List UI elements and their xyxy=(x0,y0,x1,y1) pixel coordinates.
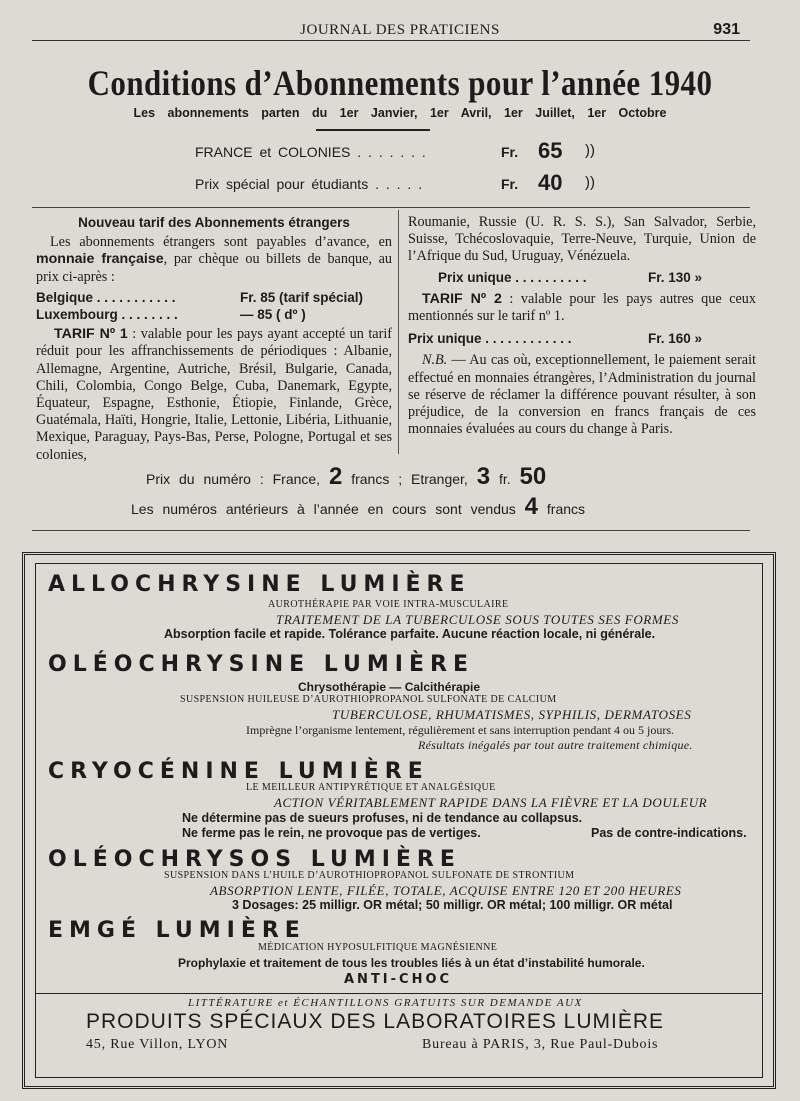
luxembourg-row xyxy=(36,306,392,323)
prix-unique-row-2 xyxy=(408,330,756,347)
product-result: Résultats inégalés par tout autre traitement chimique. xyxy=(418,738,693,752)
etranger-cents: 50 xyxy=(519,463,547,490)
foreign-rates-column xyxy=(36,214,392,464)
price-line-france xyxy=(195,138,615,166)
product-benefit: Prophylaxie et traitement de tous les troubles liés à un état d’instabilité humorale. xyxy=(178,956,645,970)
product-benefit: Ne détermine pas de sueurs profuses, ni de tendance au collapsus. xyxy=(182,811,583,825)
back-issues-label: Les numéros antérieurs à l’année en cours sont vendus xyxy=(131,501,516,517)
product-subtitle: LE MEILLEUR ANTIPYRÉTIQUE ET ANALGÉSIQUE xyxy=(246,782,496,793)
price-amount: 65 xyxy=(538,138,563,163)
product-description: Imprègne l’organisme lentement, régulièrement et sans interruption pendant 4 ou 5 jours. xyxy=(246,723,674,737)
product-subtitle: AUROTHÉRAPIE PAR VOIE INTRA-MUSCULAIRE xyxy=(268,599,509,610)
anti-choc-label: ANTI-CHOC xyxy=(344,972,453,987)
footer-samples-note: LITTÉRATURE et ÉCHANTILLONS GRATUITS SUR DEMANDE AUX xyxy=(188,997,583,1009)
belgique-row xyxy=(36,289,392,306)
belgique-label: Belgique . . . . . . . . . . . xyxy=(36,289,176,305)
price-amount: 40 xyxy=(538,170,563,195)
price-label: Prix spécial pour étudiants . . . . . xyxy=(195,176,423,192)
intro-text-end: , par chèque ou billets de banque, au prix ci-après : xyxy=(36,251,392,285)
lyon-address: 45, Rue Villon, LYON xyxy=(86,1037,229,1052)
france-unit: francs ; Etranger, xyxy=(351,471,468,487)
etranger-unit: fr. xyxy=(498,471,511,487)
product-indication: TUBERCULOSE, RHUMATISMES, SYPHILIS, DERMATOSES xyxy=(332,707,692,722)
price-suffix: )) xyxy=(585,174,595,191)
header-rule xyxy=(32,40,750,41)
page-title: Conditions d’Abonnements pour l’année 1940 xyxy=(87,63,713,103)
foreign-rates-column-right xyxy=(408,214,756,438)
prix-unique-price: Fr. 130 » xyxy=(648,269,703,285)
journal-title: JOURNAL DES PRATICIENS xyxy=(300,22,500,38)
price-currency: Fr. xyxy=(501,144,519,160)
advertisement-inner-frame xyxy=(35,563,763,1078)
product-cryocenine: CRYOCÉNINE LUMIÈRE xyxy=(48,759,429,784)
tarif2-heading: TARIF Nº 2 xyxy=(422,290,502,307)
section-rule xyxy=(32,207,750,208)
section-rule-bottom xyxy=(32,530,750,531)
product-benefit: Absorption facile et rapide. Tolérance parfaite. Aucune réaction locale, ni générale. xyxy=(164,627,656,641)
running-header xyxy=(0,22,800,42)
back-issues-line xyxy=(131,493,585,523)
countries-continued: Roumanie, Russie (U. R. S. S.), San Salvador, Serbie, Suisse, Tchécoslovaquie, Terre-Neuve, Turquie, Union de l’Afrique du Sud, Uruguay, Vénézuela. xyxy=(408,214,756,265)
issue-price-label: Prix du numéro : France, xyxy=(146,471,321,487)
page-number: 931 xyxy=(713,21,740,38)
product-subtitle: SUSPENSION DANS L’HUILE D’AUROTHIOPROPANOL SULFONATE DE STRONTIUM xyxy=(164,870,575,881)
nb-text: — Au cas où, exceptionnellement, le paiement serait effectué en monnaies étrangères, l’Administration du journal se réserve de réclamer la différence pouvant résulter, à son préjudice, de la conversion en francs français de ces monnaies évaluées au cours du change à Paris. xyxy=(408,352,756,438)
advertisement-box xyxy=(22,552,776,1089)
luxembourg-label: Luxembourg . . . . . . . . xyxy=(36,307,178,322)
column-divider xyxy=(398,210,399,454)
price-label: FRANCE et COLONIES . . . . . . . xyxy=(195,144,426,160)
price-line-students xyxy=(195,170,615,198)
intro-text: Les abonnements étrangers sont payables d’avance, en xyxy=(50,234,392,251)
prix-unique-label: Prix unique . . . . . . . . . . xyxy=(438,269,587,285)
price-suffix: )) xyxy=(585,142,595,159)
nb-paragraph xyxy=(408,352,756,438)
prix-unique-label: Prix unique . . . . . . . . . . . . xyxy=(408,331,572,347)
luxembourg-price: — 85 ( dº ) xyxy=(240,307,306,322)
france-amount: 2 xyxy=(328,463,343,490)
prix-unique-row-1 xyxy=(408,269,756,286)
subtitle: Les abonnements parten du 1er Janvier, 1er Avril, 1er Juillet, 1er Octobre xyxy=(133,106,667,120)
product-indication: ABSORPTION LENTE, FILÉE, TOTALE, ACQUISE ENTRE 120 ET 200 HEURES xyxy=(210,883,682,898)
belgique-price: Fr. 85 (tarif spécial) xyxy=(240,289,364,305)
laboratory-name: PRODUITS SPÉCIAUX DES LABORATOIRES LUMIÈRE xyxy=(86,1010,665,1033)
price-currency: Fr. xyxy=(501,176,519,192)
product-dosages: 3 Dosages: 25 milligr. OR métal; 50 milligr. OR métal; 100 milligr. OR métal xyxy=(232,898,673,912)
footer-rule xyxy=(36,993,762,994)
tarif1-text: : valable pour les pays ayant accepté un tarif réduit pour les affranchissements de périodiques : Albanie, Allemagne, Argentine, Autriche, Brésil, Bulgarie, Canada, Chili, Colombia, Congo Belge, Cuba, Danemark, Egypte, Équateur, Espagne, Esthonie, Étiopie, Finlande, Grèce, Guatémala, Haïti, Hongrie, Italie, Lettonie, Libéria, Lithuanie, Mexique, Paraguay, Pays-Bas, Perse, Pologne, Portugal et ses colonies, xyxy=(36,326,392,463)
product-allochrysine: ALLOCHRYSINE LUMIÈRE xyxy=(48,572,471,597)
intro-bold: monnaie française xyxy=(36,251,164,268)
payment-intro xyxy=(36,234,392,286)
prix-unique-price: Fr. 160 » xyxy=(648,331,703,347)
product-oleochrysos: OLÉOCHRYSOS LUMIÈRE xyxy=(48,847,461,872)
back-issues-amount: 4 xyxy=(524,493,539,520)
product-emge: EMGÉ LUMIÈRE xyxy=(48,918,306,943)
product-benefit: Pas de contre-indications. xyxy=(591,826,747,840)
product-subtitle: MÉDICATION HYPOSULFITIQUE MAGNÉSIENNE xyxy=(258,942,498,953)
etranger-amount: 3 xyxy=(476,463,491,490)
product-indication: ACTION VÉRITABLEMENT RAPIDE DANS LA FIÈVRE ET LA DOULEUR xyxy=(274,795,708,810)
tarif2-text: : valable pour les pays autres que ceux mentionnés sur le tarif nº 1. xyxy=(408,290,756,324)
paris-address: Bureau à PARIS, 3, Rue Paul-Dubois xyxy=(422,1037,659,1052)
tarif2-paragraph xyxy=(408,291,756,325)
product-subtitle: SUSPENSION HUILEUSE D’AUROTHIOPROPANOL SULFONATE DE CALCIUM xyxy=(180,694,557,705)
product-therapy: Chrysothérapie — Calcithérapie xyxy=(298,680,481,694)
product-oleochrysine: OLÉOCHRYSINE LUMIÈRE xyxy=(48,652,474,677)
tarif1-heading: TARIF Nº 1 xyxy=(54,326,128,343)
product-indication: TRAITEMENT DE LA TUBERCULOSE SOUS TOUTES SES FORMES xyxy=(276,612,679,627)
nb-heading: N.B. xyxy=(422,352,448,369)
product-benefit: Ne ferme pas le rein, ne provoque pas de vertiges. xyxy=(182,826,481,840)
tarif1-paragraph xyxy=(36,326,392,464)
issue-price-line xyxy=(146,463,546,493)
back-issues-unit: francs xyxy=(546,501,586,517)
title-rule xyxy=(316,129,430,131)
foreign-rates-heading: Nouveau tarif des Abonnements étrangers xyxy=(78,215,350,230)
